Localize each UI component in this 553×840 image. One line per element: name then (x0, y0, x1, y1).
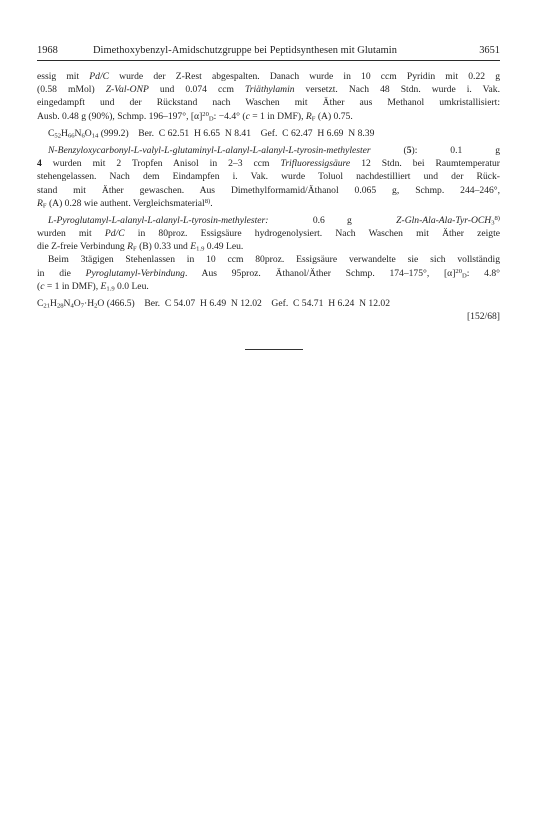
manuscript-reference: [152/68] (466, 311, 500, 323)
text-line: Beim 3tägigen Stehenlassen in 10 ccm 80proz. Essigsäure verwandelte sie sich vollständig (48, 254, 500, 266)
paragraph-4 (37, 253, 500, 293)
text-line: wurden mit Pd/C in 80proz. Essigsäure hydrogenolysiert. Nach Waschen mit Äther zeigte (37, 228, 500, 240)
text-line: eingedampft und der Rückstand nach Waschen mit Äther aus Methanol umkristallisiert: (37, 97, 500, 109)
paragraph-1 (37, 70, 500, 123)
text-line: L-Pyroglutamyl-L-alanyl-L-alanyl-L-tyrosin-methylester: 0.6 g $Z-Gln-Ala-Ala-Tyr-OCH_3^{8)}$ (48, 214, 500, 227)
paragraph-3 (37, 214, 500, 254)
text-line: in die Pyroglutamyl-Verbindung. Aus 95proz. Äthanol/Äther Schmp. 174–175°, $[\alpha]^{20}_D$: 4.8° (37, 267, 500, 280)
page-number: 3651 (479, 45, 500, 56)
analysis-formula-2: $C_{21}H_{28}N_4O_7\cdot H_2O$ (466.5) Ber. C 54.07 H 6.49 N 12.02 Gef. C 54.71 H 6.24 N 12.02 (37, 298, 391, 310)
text-line: essig mit Pd/C wurde der Z-Rest abgespalten. Danach wurde in 10 ccm Pyridin mit 0.22 g (37, 71, 500, 82)
text-line: die Z-freie Verbindung $R_F$ (B) 0.33 und $E_{1.9}$ 0.49 Leu. (37, 241, 244, 253)
text-line: Ausb. 0.48 g (90%), Schmp. 196–197°, $[\alpha]^{20}_D$: −4.4° (c = 1 in DMF), $R_F$ (A) 0.75. (37, 110, 353, 123)
paragraph-2 (37, 144, 500, 210)
page-year: 1968 (37, 45, 58, 56)
text-line: stand mit Äther gewaschen. Aus Dimethylformamid/Äthanol 0.065 g, Schmp. 244–246°, (37, 184, 500, 196)
text-line: stehengelassen. Nach dem Eindampfen i. Vak. wurde Toluol nachdestilliert und der Rück- (37, 171, 500, 183)
text-line: (0.58 mMol) Z-Val-ONP und 0.074 ccm Triäthylamin versetzt. Nach 48 Stdn. wurde i. Vak. (37, 84, 500, 96)
analysis-formula-1: $C_{52}H_{66}N_6O_{14}$ (999.2) Ber. C 62.51 H 6.65 N 8.41 Gef. C 62.47 H 6.69 N 8.39 (48, 127, 375, 140)
article-body (37, 70, 500, 323)
text-line: 4 wurden mit 2 Tropfen Anisol in 2–3 ccm Trifluoressigsäure 12 Stdn. bei Raumtemperatur (37, 158, 500, 170)
text-line: N-Benzyloxycarbonyl-L-valyl-L-glutaminyl-L-alanyl-L-alanyl-L-tyrosin-methylester (5): 0.1 g (48, 144, 500, 156)
running-title: Dimethoxybenzyl-Amidschutzgruppe bei Peptidsynthesen mit Glutamin (93, 45, 397, 56)
text-line: (c = 1 in DMF), $E_{1.9}$ 0.0 Leu. (37, 280, 149, 293)
header-rule (37, 60, 500, 61)
section-end-rule (245, 349, 303, 350)
text-line: $R_F$ (A) 0.28 wie authent. Vergleichsmaterial$^{8)}$. (37, 197, 213, 210)
running-header (37, 44, 500, 58)
